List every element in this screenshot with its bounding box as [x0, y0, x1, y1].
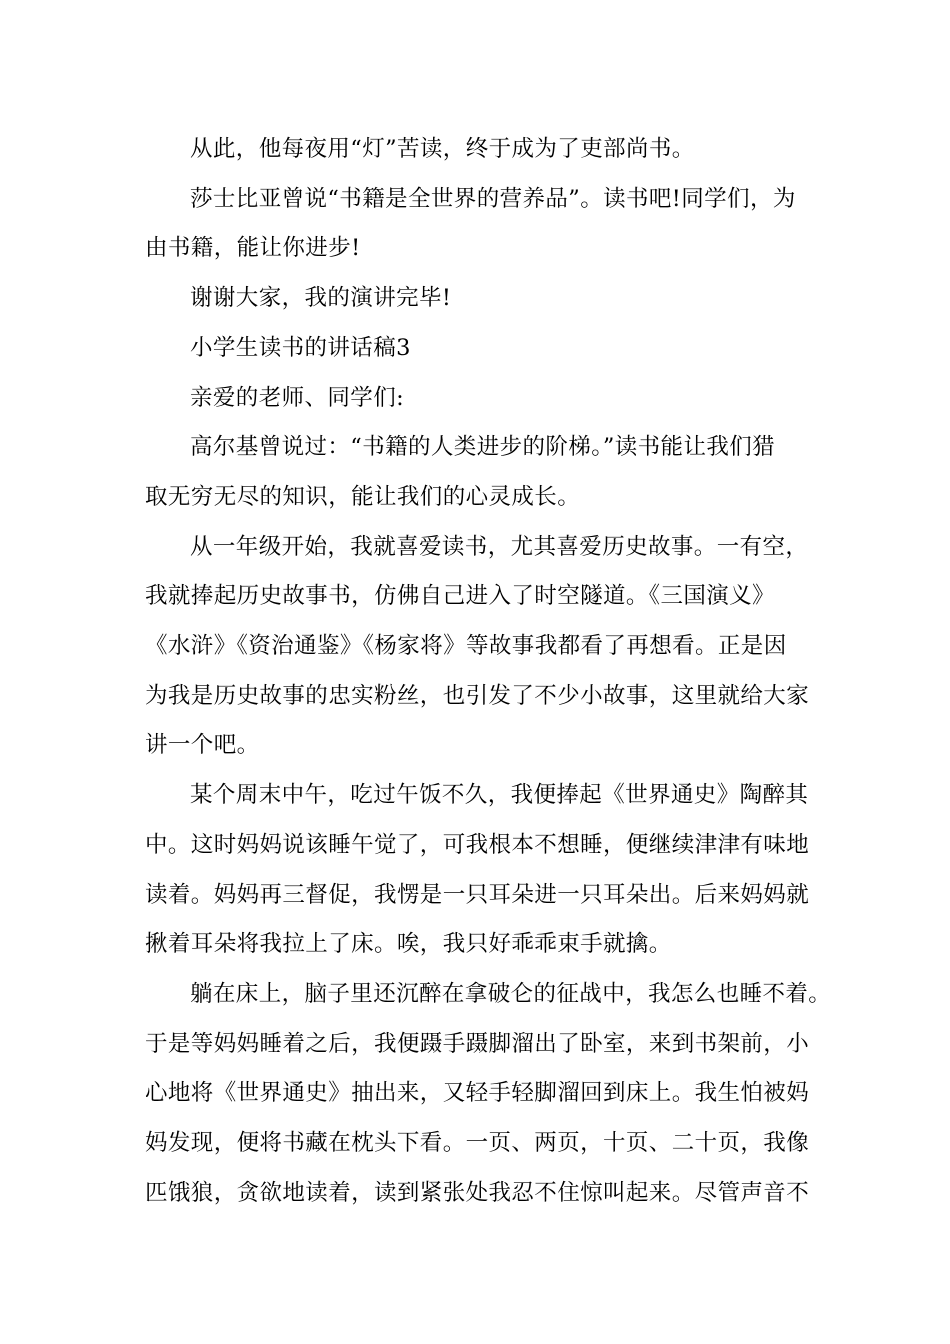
text-line: 于是等妈妈睡着之后，我便蹑手蹑脚溜出了卧室，来到书架前，小 — [145, 1030, 810, 1057]
text-line: 讲一个吧。 — [145, 732, 260, 759]
text-line: 高尔基曾说过：“书籍的人类进步的阶梯。”读书能让我们猎 — [190, 434, 776, 461]
text-line: 中。这时妈妈说该睡午觉了，可我根本不想睡，便继续津津有味地 — [145, 831, 810, 858]
paragraph — [145, 423, 825, 522]
text-line: 为我是历史故事的忠实粉丝，也引发了不少小故事，这里就给大家 — [145, 682, 810, 709]
text-line: 从一年级开始，我就喜爱读书，尤其喜爱历史故事。一有空， — [190, 533, 809, 560]
text-line: 从此，他每夜用“灯”苦读，终于成为了吏部尚书。 — [190, 136, 695, 162]
text-line: 由书籍，能让你进步! — [145, 235, 361, 262]
paragraph — [145, 125, 825, 175]
salutation — [145, 374, 825, 424]
text-line: 小学生读书的讲话稿3 — [190, 334, 411, 361]
text-line: 匹饿狼，贪欲地读着，读到紧张处我忍不住惊叫起来。尽管声音不 — [145, 1179, 810, 1206]
text-line: 莎士比亚曾说“书籍是全世界的营养品”。读书吧!同学们，为 — [190, 185, 796, 212]
paragraph — [145, 970, 832, 1219]
text-line: 亲爱的老师、同学们: — [190, 384, 405, 411]
text-line: 《水浒》《资治通鉴》《杨家将》等故事我都看了再想看。正是因 — [145, 633, 787, 660]
paragraph — [145, 175, 825, 274]
text-line: 取无穷无尽的知识，能让我们的心灵成长。 — [145, 483, 581, 510]
document-body — [145, 125, 832, 1218]
text-line: 我就捧起历史故事书，仿佛自己进入了时空隧道。《三国演义》 — [145, 583, 775, 610]
section-heading — [145, 324, 825, 374]
text-line: 某个周末中午，吃过午饭不久，我便捧起《世界通史》陶醉其 — [190, 782, 809, 809]
paragraph — [145, 523, 825, 772]
text-line: 心地将《世界通史》抽出来，又轻手轻脚溜回到床上。我生怕被妈 — [145, 1080, 810, 1107]
text-line: 谢谢大家，我的演讲完毕! — [190, 285, 452, 312]
text-line: 读着。妈妈再三督促，我愣是一只耳朵进一只耳朵出。后来妈妈就 — [145, 881, 810, 908]
text-line: 妈发现，便将书藏在枕头下看。一页、两页，十页、二十页，我像 — [145, 1130, 810, 1157]
paragraph — [145, 771, 825, 970]
text-line: 揪着耳朵将我拉上了床。唉，我只好乖乖束手就擒。 — [145, 931, 672, 958]
text-line: 躺在床上，脑子里还沉醉在拿破仑的征战中，我怎么也睡不着。 — [190, 980, 832, 1007]
paragraph — [145, 274, 825, 324]
